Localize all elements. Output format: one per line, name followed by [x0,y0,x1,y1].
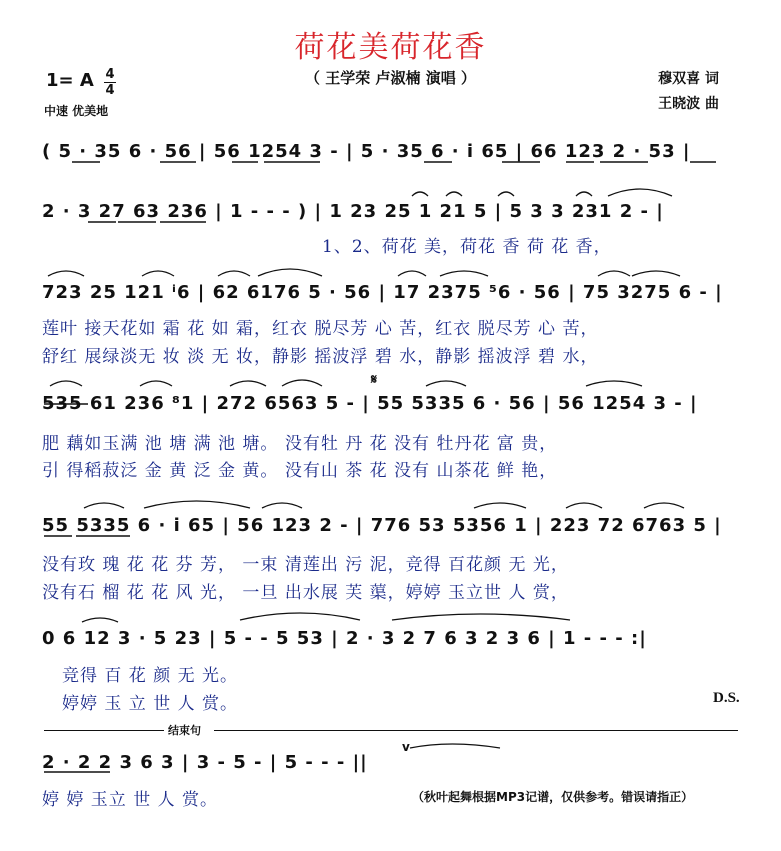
meter-bottom: 4 [105,83,115,98]
lyric-line-6-1: 竞得 百 花 颜 无 光。 [62,666,239,686]
lyric-line-5-2: 没有石 榴 花 花 风 光， 一旦 出水展 芙 蕖，婷婷 玉立世 人 赏， [42,583,569,603]
lyric-line-4-2: 引 得稻菽泛 金 黄 泛 金 黄。 没有山 茶 花 没有 山茶花 鲜 艳， [42,461,558,481]
key-signature: 1= A [46,70,94,91]
score-line-1: ( 5 · 35 6 · 56 | 56 1254 3 - | 5 · 35 6 · i 65 | 66 123 2 · 53 | [42,141,691,162]
score-line-5: 55 5335 6 · i 65 | 56 123 2 - | 776 53 5356 1 | 223 72 6763 5 | [42,515,722,536]
score-line-3: 723 25 121 ⁱ6 | 62 6176 5 · 56 | 17 2375 ⁵6 · 56 | 75 3275 6 - | [42,282,723,303]
lyric-line-3-1: 莲叶 接天花如 霜 花 如 霜，红衣 脱尽芳 心 苦，红衣 脱尽芳 心 苦， [42,319,599,339]
lyric-line-5-1: 没有玫 瑰 花 花 芬 芳， 一束 清莲出 污 泥，竞得 百花颜 无 光， [42,555,569,575]
lyric-line-6-2: 婷婷 玉 立 世 人 赏。 [62,694,239,714]
composer: 王晓波 曲 [658,96,719,112]
score-line-4: 535 61 236 ⁸1 | 272 6563 5 - | 55 5335 6 · 56 | 56 1254 3 - | [42,393,698,414]
song-title: 荷花美荷花香 [294,30,487,65]
lyric-line-3-2: 舒红 展绿淡无 妆 淡 无 妆，静影 摇波浮 碧 水，静影 摇波浮 碧 水， [42,347,599,367]
tempo-marking: 中速 优美地 [44,104,109,118]
singers: （ 王学荣 卢淑楠 演唱 ） [305,69,476,87]
footnote: （秋叶起舞根据MP3记谱，仅供参考。错误请指正） [412,790,694,804]
segno-sign: 𝄋 [371,372,378,388]
lyricist: 穆双喜 词 [658,71,719,87]
score-line-6: 0 6 12 3 · 5 23 | 5 - - 5 53 | 2 · 3 2 7 6 3 2 3 6 | 1 - - - :| [42,628,647,649]
lyric-line-7-1: 婷 婷 玉立 世 人 赏。 [42,790,219,810]
meter-top: 4 [105,67,115,82]
lyric-line-2-1: 1、2、荷花 美，荷花 香 荷 花 香， [322,237,612,257]
breath-mark: v [402,740,410,754]
dal-segno-mark: D.S. [713,690,740,706]
score-line-7: 2 · 2 2 3 6 3 | 3 - 5 - | 5 - - - || [42,752,368,773]
coda-label: 结束句 [168,724,201,737]
lyric-line-4-1: 肥 藕如玉满 池 塘 满 池 塘。 没有牡 丹 花 没有 牡丹花 富 贵， [42,434,558,454]
score-line-2: 2 · 3 27 63 236 | 1 - - - ) | 1 23 25 1 21 5 | 5 3 3 231 2 - | [42,201,664,222]
